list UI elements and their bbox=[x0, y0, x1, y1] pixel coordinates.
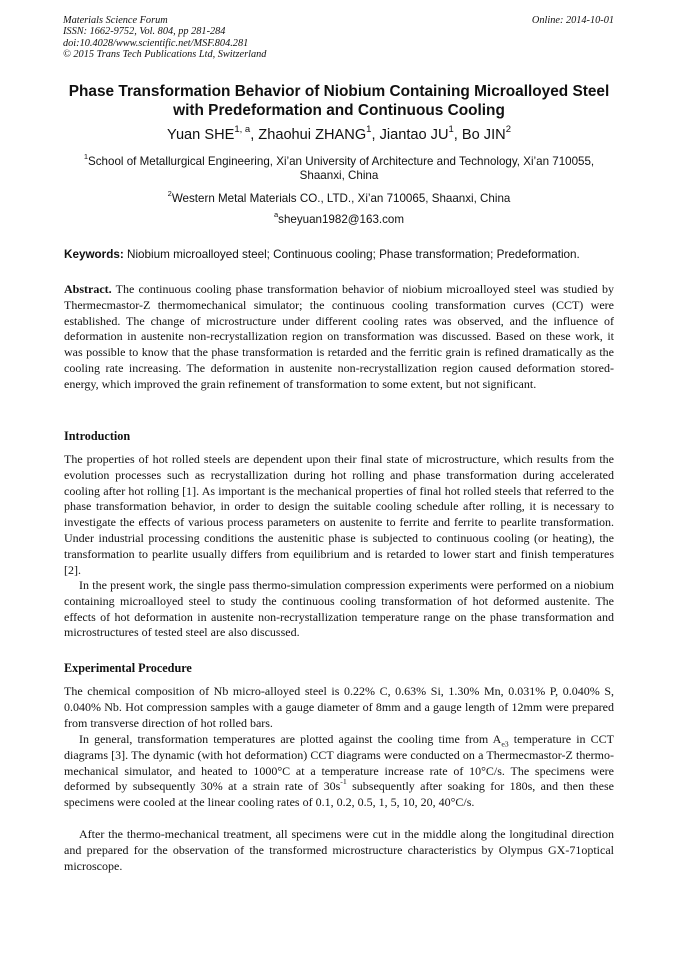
issn-line: ISSN: 1662-9752, Vol. 804, pp 281-284 bbox=[63, 26, 226, 38]
journal-header bbox=[63, 15, 266, 61]
superscript: -1 bbox=[340, 777, 347, 787]
abstract-text: The continuous cooling phase transformation behavior of niobium microalloyed steel was studied by Thermecmastor-Z thermomechanical simulator; the continuous cooling transformation curves (CCT) were established. The change of microstructure under different cooling rates was observed, and the influence of deformation in austenite non-recrystallization region on transformation was discussed. Based on these work, it was possible to know that the phase transformation is retarded and the ferritic grain is refined dramatically as the cooling rate increasing. The deformation in austenite non-recrystallization region caused deformation stored-energy, which improved the grain refinement of transformation to some extent, but not significant. bbox=[64, 282, 614, 391]
paper-title: Phase Transformation Behavior of Niobium Containing Microalloyed Steel with Predeformation and Continuous Cooling bbox=[68, 83, 610, 119]
copyright-line: © 2015 Trans Tech Publications Ltd, Switzerland bbox=[63, 49, 267, 61]
email-address: sheyuan1982@163.com bbox=[278, 213, 405, 226]
intro-paragraph-1: The properties of hot rolled steels are dependent upon their final state of microstructure, which results from the evolution processes such as recrystallization during hot rolling and phase transformation during accelerated cooling after hot rolling [1]. As important is the mechanical properties of final hot rolled steels that referred to the phase transformation behavior, in order to design the suitable cooling schedule after rolling, it is necessary to investigate the effects of various process parameters on austenite to ferrite and ferrite to pearlite transformation. Under industrial processing conditions the austenitic phase is subjected to continuous cooling (or heating), the transformation to pearlite usually differs from equilibrium and is retarded to lower start and finish temperatures [2]. bbox=[64, 452, 614, 577]
author-affiliation-mark: 1, a bbox=[234, 123, 251, 135]
section-heading-experimental: Experimental Procedure bbox=[64, 661, 192, 675]
experimental-paragraph-2 bbox=[64, 732, 614, 811]
abstract bbox=[64, 282, 614, 393]
online-date: Online: 2014-10-01 bbox=[531, 15, 614, 26]
author-name: Bo JIN bbox=[461, 127, 506, 143]
intro-paragraph-2: In the present work, the single pass thermo-simulation compression experiments were performed on a niobium containing microalloyed steel to study the continuous cooling transformation of hot deformed austenite. The effects of hot deformation in austenite non-recrystallization temperature range on the phase transformation and microstructures of tested steel are also discussed. bbox=[64, 578, 614, 640]
keywords-text: Niobium microalloyed steel; Continuous cooling; Phase transformation; Predeformation. bbox=[127, 248, 580, 261]
paragraph-text: temperature in CCT diagrams [3]. The dynamic (with hot deformation) CCT diagrams were conducted on a Thermecmastor-Z thermo-mechanical simulator, and heated to 1000°C at a temperature increase rate of 10°C/s. The specimens were deformed by subsequently 30% at a strain rate of 30s bbox=[64, 732, 614, 794]
author-affiliation-mark: 2 bbox=[505, 123, 511, 135]
author-name: Yuan SHE bbox=[167, 127, 235, 143]
subscript: e3 bbox=[501, 739, 509, 749]
doi-line: doi:10.4028/www.scientific.net/MSF.804.281 bbox=[63, 37, 249, 49]
section-heading-introduction: Introduction bbox=[64, 429, 131, 443]
experimental-paragraph-1: The chemical composition of Nb micro-alloyed steel is 0.22% C, 0.63% Si, 1.30% Mn, 0.031% P, 0.040% S, 0.040% Nb. Hot compression samples with a gauge diameter of 8mm and a gauge length of 12mm were prepared from transverse direction of hot rolled bars. bbox=[64, 684, 614, 730]
author-name: Jiantao JU bbox=[379, 127, 449, 143]
affiliation-mark: 2 bbox=[167, 189, 172, 199]
affiliation-1 bbox=[60, 152, 618, 183]
experimental-paragraph-3: After the thermo-mechanical treatment, all specimens were cut in the middle along the longitudinal direction and prepared for the observation of the transformed microstructure characteristics by Olympus GX-71optical microscope. bbox=[64, 827, 614, 873]
email-mark: a bbox=[273, 210, 279, 220]
affiliation-mark: 1 bbox=[83, 152, 89, 162]
author-email bbox=[60, 210, 618, 227]
affiliation-text: School of Metallurgical Engineering, Xi’an University of Architecture and Technology, Xi’an 710055, Shaanxi, China bbox=[88, 155, 595, 182]
author-affiliation-mark: 1 bbox=[366, 123, 372, 135]
affiliation-text: Western Metal Materials CO., LTD., Xi’an 710065, Shaanxi, China bbox=[171, 192, 511, 205]
journal-name: Materials Science Forum bbox=[63, 15, 168, 26]
paragraph-text: subsequently after soaking for 180s, and then these specimens were cooled at the linear cooling rates of 0.1, 0.2, 0.5, 1, 5, 10, 20, 40°C/s. bbox=[64, 779, 614, 810]
abstract-label: Abstract. bbox=[64, 282, 112, 296]
paragraph-text: In general, transformation temperatures are plotted against the cooling time from A bbox=[79, 732, 502, 746]
keywords-label: Keywords: bbox=[64, 248, 124, 261]
author-affiliation-mark: 1 bbox=[448, 123, 454, 135]
affiliation-2 bbox=[60, 189, 618, 206]
keywords bbox=[64, 248, 616, 261]
author-list: Yuan SHE$^{1, a}$, Zhaohui ZHANG$^1$, Jiantao $JU^1$, Bo JIN$^2$ bbox=[167, 123, 511, 143]
author-name: Zhaohui ZHANG bbox=[258, 127, 367, 143]
